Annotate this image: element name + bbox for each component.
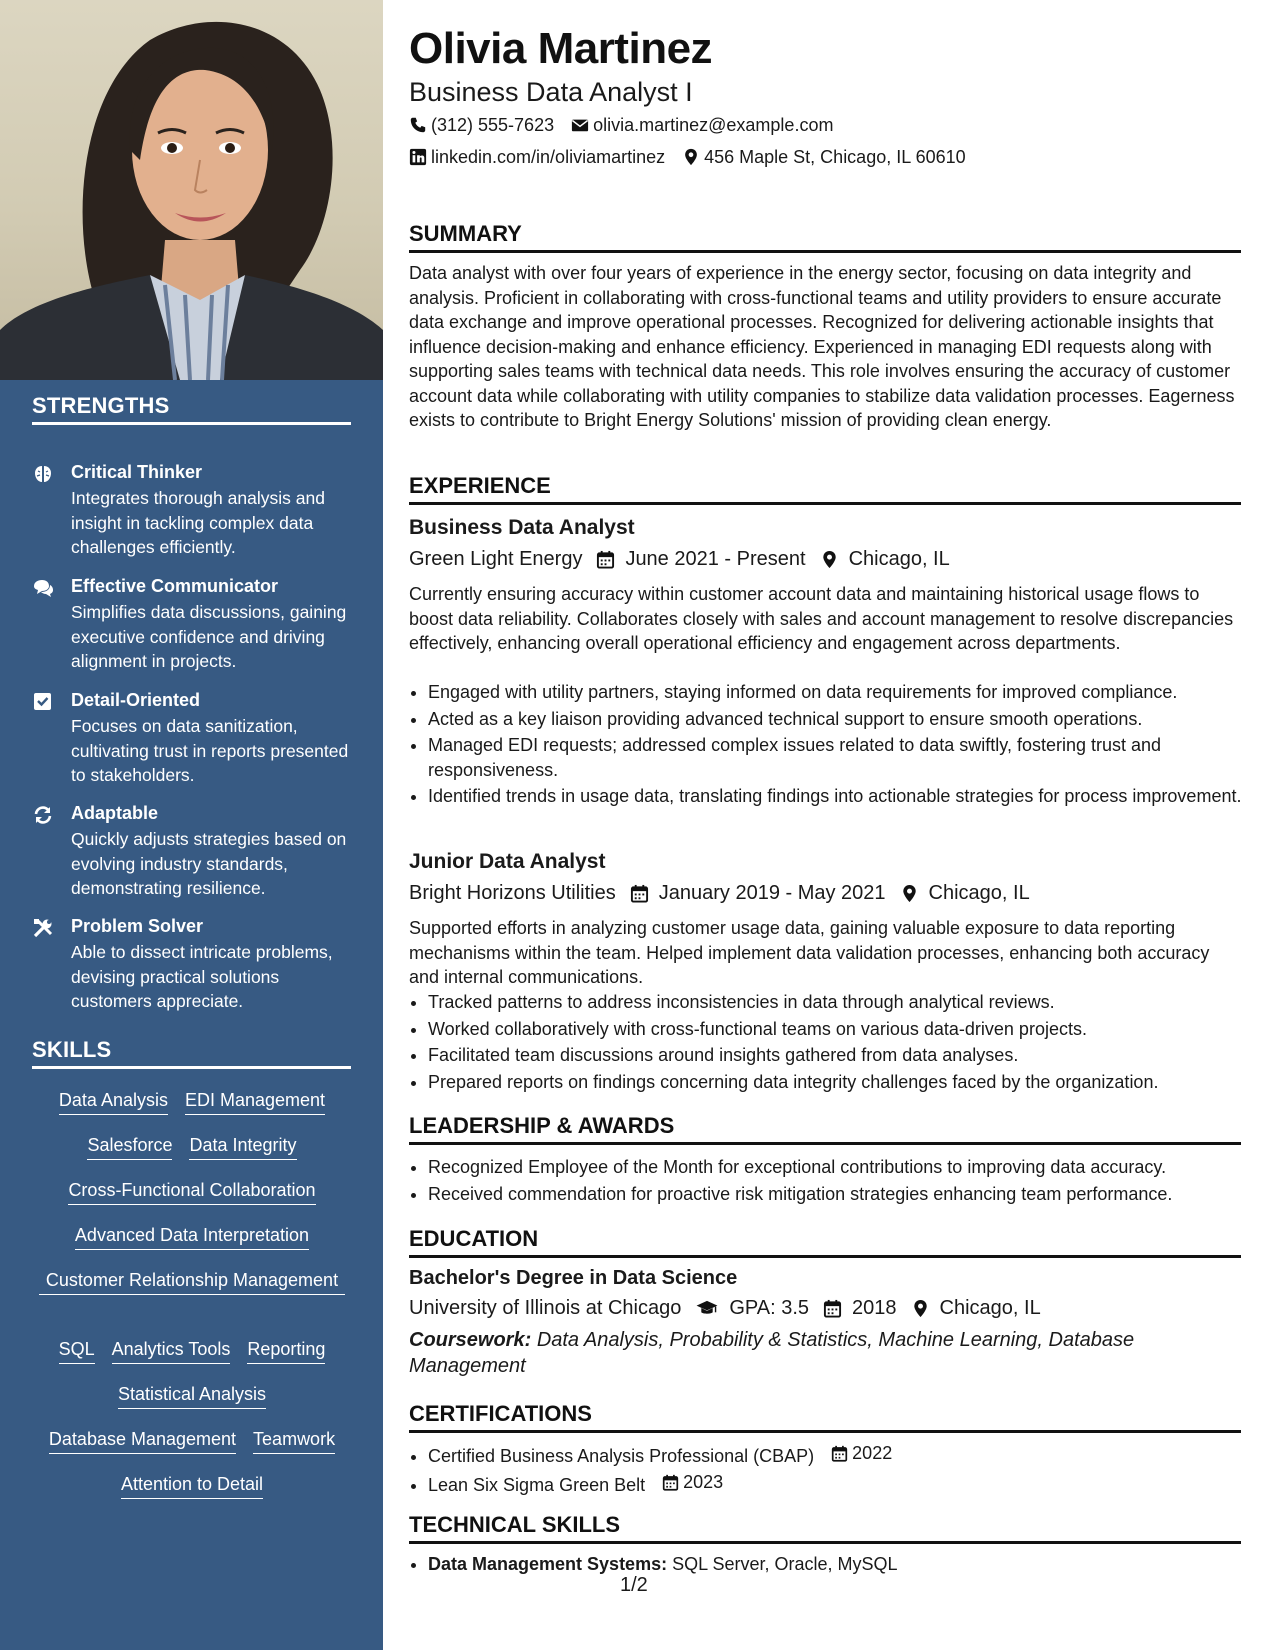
education-year-text: 2018	[852, 1297, 897, 1319]
strength-title: Adaptable	[71, 803, 159, 823]
profile-photo	[0, 0, 383, 380]
envelope-icon	[571, 116, 589, 134]
list-item: • Facilitated team discussions around insights gathered from data analyses.	[428, 1043, 1260, 1068]
skills-row	[32, 1472, 352, 1499]
skill-tag: Advanced Data Interpretation	[75, 1223, 309, 1250]
job-title: Junior Data Analyst	[409, 850, 606, 873]
comments-icon	[32, 577, 54, 599]
email-text[interactable]: olivia.martinez@example.com	[593, 115, 834, 135]
skill-tag: Customer Relationship Management	[39, 1268, 345, 1295]
skill-tag: Cross-Functional Collaboration	[68, 1178, 315, 1205]
skills-row	[32, 1382, 352, 1409]
page-indicator: 1/2	[620, 1574, 648, 1596]
skill-tag: Data Analysis	[59, 1088, 168, 1115]
cert-date	[831, 1441, 892, 1466]
map-marker-icon	[820, 550, 839, 569]
strength-title: Problem Solver	[71, 916, 204, 936]
education-degree: Bachelor's Degree in Data Science	[409, 1267, 738, 1289]
job-company: Bright Horizons Utilities	[409, 882, 616, 904]
job-location-text: Chicago, IL	[928, 882, 1030, 904]
phone-text: (312) 555-7623	[431, 115, 555, 135]
strength-title: Detail-Oriented	[71, 690, 201, 710]
strength-description: Focuses on data sanitization, cultivating trust in reports presented to stakeholders.	[71, 716, 349, 785]
skills-heading: SKILLS	[32, 1036, 351, 1069]
job-description: Supported efforts in analyzing customer usage data, gaining valuable exposure to data reporting mechanisms within the team. Helped implement data validation processes, enhancing both accuracy and internal communications.	[409, 918, 1210, 987]
tech-skill-value: SQL Server, Oracle, MySQL	[672, 1554, 898, 1574]
strength-title: Critical Thinker	[71, 462, 203, 482]
address-text: 456 Maple St, Chicago, IL 60610	[704, 147, 966, 167]
cert-name: Lean Six Sigma Green Belt	[428, 1475, 646, 1495]
tech-skill-label: Data Management Systems:	[428, 1554, 668, 1574]
map-marker-icon	[682, 148, 700, 166]
skill-tag: Reporting	[247, 1337, 325, 1364]
skill-tag: Salesforce	[87, 1133, 172, 1160]
list-item: • Identified trends in usage data, translating findings into actionable strategies for process improvement.	[428, 784, 1260, 809]
person-name: Olivia Martinez	[409, 24, 713, 73]
sync-icon	[32, 804, 54, 826]
strength-title: Effective Communicator	[71, 576, 279, 596]
job-location	[900, 880, 1030, 906]
skills-row	[32, 1178, 352, 1205]
address-contact	[682, 145, 966, 169]
tools-icon	[32, 917, 54, 939]
list-item	[428, 1441, 1260, 1468]
technical-skills-heading: TECHNICAL SKILLS	[409, 1511, 1241, 1544]
cert-date	[662, 1470, 723, 1495]
job-location-text: Chicago, IL	[848, 548, 950, 570]
contact-row	[409, 145, 983, 169]
strength-description: Quickly adjusts strategies based on evolving industry standards, demonstrating resilience.	[71, 829, 347, 898]
email-contact[interactable]	[571, 113, 833, 137]
strength-description: Able to dissect intricate problems, devising practical solutions customers appreciate.	[71, 942, 333, 1011]
education-gpa-text: GPA: 3.5	[729, 1297, 810, 1319]
strength-description: Integrates thorough analysis and insight in tackling complex data challenges efficiently.	[71, 488, 325, 557]
linkedin-contact[interactable]	[409, 145, 665, 169]
list-item: • Managed EDI requests; addressed complex issues related to data swiftly, fostering trust and responsiveness.	[428, 733, 1260, 782]
list-item: • Engaged with utility partners, staying informed on data requirements for improved compliance.	[428, 680, 1260, 705]
phone-icon	[409, 116, 427, 134]
list-item: • Worked collaboratively with cross-functional teams on various data-driven projects.	[428, 1017, 1260, 1042]
brain-icon	[32, 463, 54, 485]
education-school: University of Illinois at Chicago	[409, 1297, 682, 1319]
sidebar	[0, 0, 383, 1650]
person-title: Business Data Analyst I	[409, 77, 693, 107]
skill-tag: Attention to Detail	[121, 1472, 263, 1499]
list-item	[428, 1552, 1260, 1577]
portrait-illustration	[0, 0, 383, 380]
calendar-icon	[823, 1299, 842, 1318]
education-location-text: Chicago, IL	[939, 1297, 1041, 1319]
cert-year: 2023	[683, 1472, 724, 1493]
check-square-icon	[32, 691, 54, 713]
job-dates	[630, 880, 886, 906]
calendar-icon	[831, 1445, 848, 1462]
job-bullets	[409, 990, 1260, 1096]
education-heading: EDUCATION	[409, 1225, 1241, 1258]
summary-heading: SUMMARY	[409, 220, 1241, 253]
summary-text: Data analyst with over four years of experience in the energy sector, focusing on data integrity and analysis. Proficient in collaborating with cross-functional teams and utility providers to ensure accurate data exchange and improve operational processes. Recognized for delivering actionable insights that influence decision-making and enhance efficiency. Experienced in managing EDI requests along with supporting sales teams with technical data needs. This role involves ensuring the accuracy of customer account data while collaborating with utility companies to stabilize data validation processes. Eagerness exists to contribute to Bright Energy Solutions' mission of providing clean energy.	[409, 263, 1235, 430]
education-year	[823, 1295, 897, 1321]
skill-tag: EDI Management	[185, 1088, 325, 1115]
map-marker-icon	[911, 1299, 930, 1318]
list-item: • Tracked patterns to address inconsistencies in data through analytical reviews.	[428, 990, 1260, 1015]
awards-heading: LEADERSHIP & AWARDS	[409, 1112, 1241, 1145]
coursework-text: Data Analysis, Probability & Statistics, Machine Learning, Database Management	[409, 1329, 1135, 1377]
certifications-list	[409, 1441, 1260, 1500]
calendar-icon	[596, 550, 615, 569]
skill-tag: Statistical Analysis	[118, 1382, 266, 1409]
job-title: Business Data Analyst	[409, 516, 635, 539]
skills-row	[32, 1223, 352, 1250]
graduation-cap-icon	[695, 1299, 719, 1318]
skill-tag: Data Integrity	[189, 1133, 296, 1160]
education-location	[911, 1295, 1041, 1321]
calendar-icon	[630, 884, 649, 903]
map-marker-icon	[900, 884, 919, 903]
job-description: Currently ensuring accuracy within customer account data and maintaining historical usage flows to boost data reliability. Collaborates closely with sales and account management to resolve discrepancies effectively, enhancing overall operational efficiency and engagement across departments.	[409, 584, 1234, 653]
job-dates-text: January 2019 - May 2021	[658, 882, 886, 904]
skills-row	[32, 1337, 352, 1364]
skills-row	[32, 1268, 352, 1295]
job-bullets	[409, 680, 1260, 811]
education-gpa	[695, 1295, 809, 1321]
list-item: • Received commendation for proactive risk mitigation strategies enhancing team performance.	[428, 1182, 1260, 1207]
skill-tag: Teamwork	[253, 1427, 335, 1454]
job-dates	[596, 546, 805, 572]
skill-tag: Analytics Tools	[112, 1337, 231, 1364]
list-item	[428, 1470, 1260, 1497]
experience-heading: EXPERIENCE	[409, 472, 1241, 505]
job-location	[820, 546, 950, 572]
coursework-label: Coursework:	[409, 1329, 532, 1351]
certifications-heading: CERTIFICATIONS	[409, 1400, 1241, 1433]
education-meta	[409, 1295, 1055, 1321]
technical-skills-list	[409, 1552, 1260, 1579]
phone-contact	[409, 113, 554, 137]
list-item: • Acted as a key liaison providing advanced technical support to ensure smooth operations.	[428, 707, 1260, 732]
job-company: Green Light Energy	[409, 548, 583, 570]
education-coursework	[409, 1327, 1149, 1379]
strength-description: Simplifies data discussions, gaining executive confidence and driving alignment in projects.	[71, 602, 347, 671]
calendar-icon	[662, 1474, 679, 1491]
awards-list	[409, 1155, 1260, 1208]
linkedin-text[interactable]: linkedin.com/in/oliviamartinez	[431, 147, 666, 167]
skills-row	[32, 1088, 352, 1115]
skills-row	[32, 1427, 352, 1454]
list-item: • Prepared reports on findings concerning data integrity challenges faced by the organization.	[428, 1070, 1260, 1095]
list-item: • Recognized Employee of the Month for exceptional contributions to improving data accuracy.	[428, 1155, 1260, 1180]
cert-year: 2022	[852, 1443, 893, 1463]
linkedin-icon	[409, 148, 427, 166]
job-meta	[409, 880, 1044, 906]
job-dates-text: June 2021 - Present	[625, 548, 806, 570]
skills-row	[32, 1133, 352, 1160]
skill-tag: SQL	[59, 1337, 95, 1364]
contact-row	[409, 113, 850, 137]
strengths-heading: STRENGTHS	[32, 392, 351, 425]
cert-name: Certified Business Analysis Professional (CBAP)	[428, 1445, 815, 1466]
skill-tag: Database Management	[49, 1427, 236, 1454]
job-meta	[409, 546, 964, 572]
